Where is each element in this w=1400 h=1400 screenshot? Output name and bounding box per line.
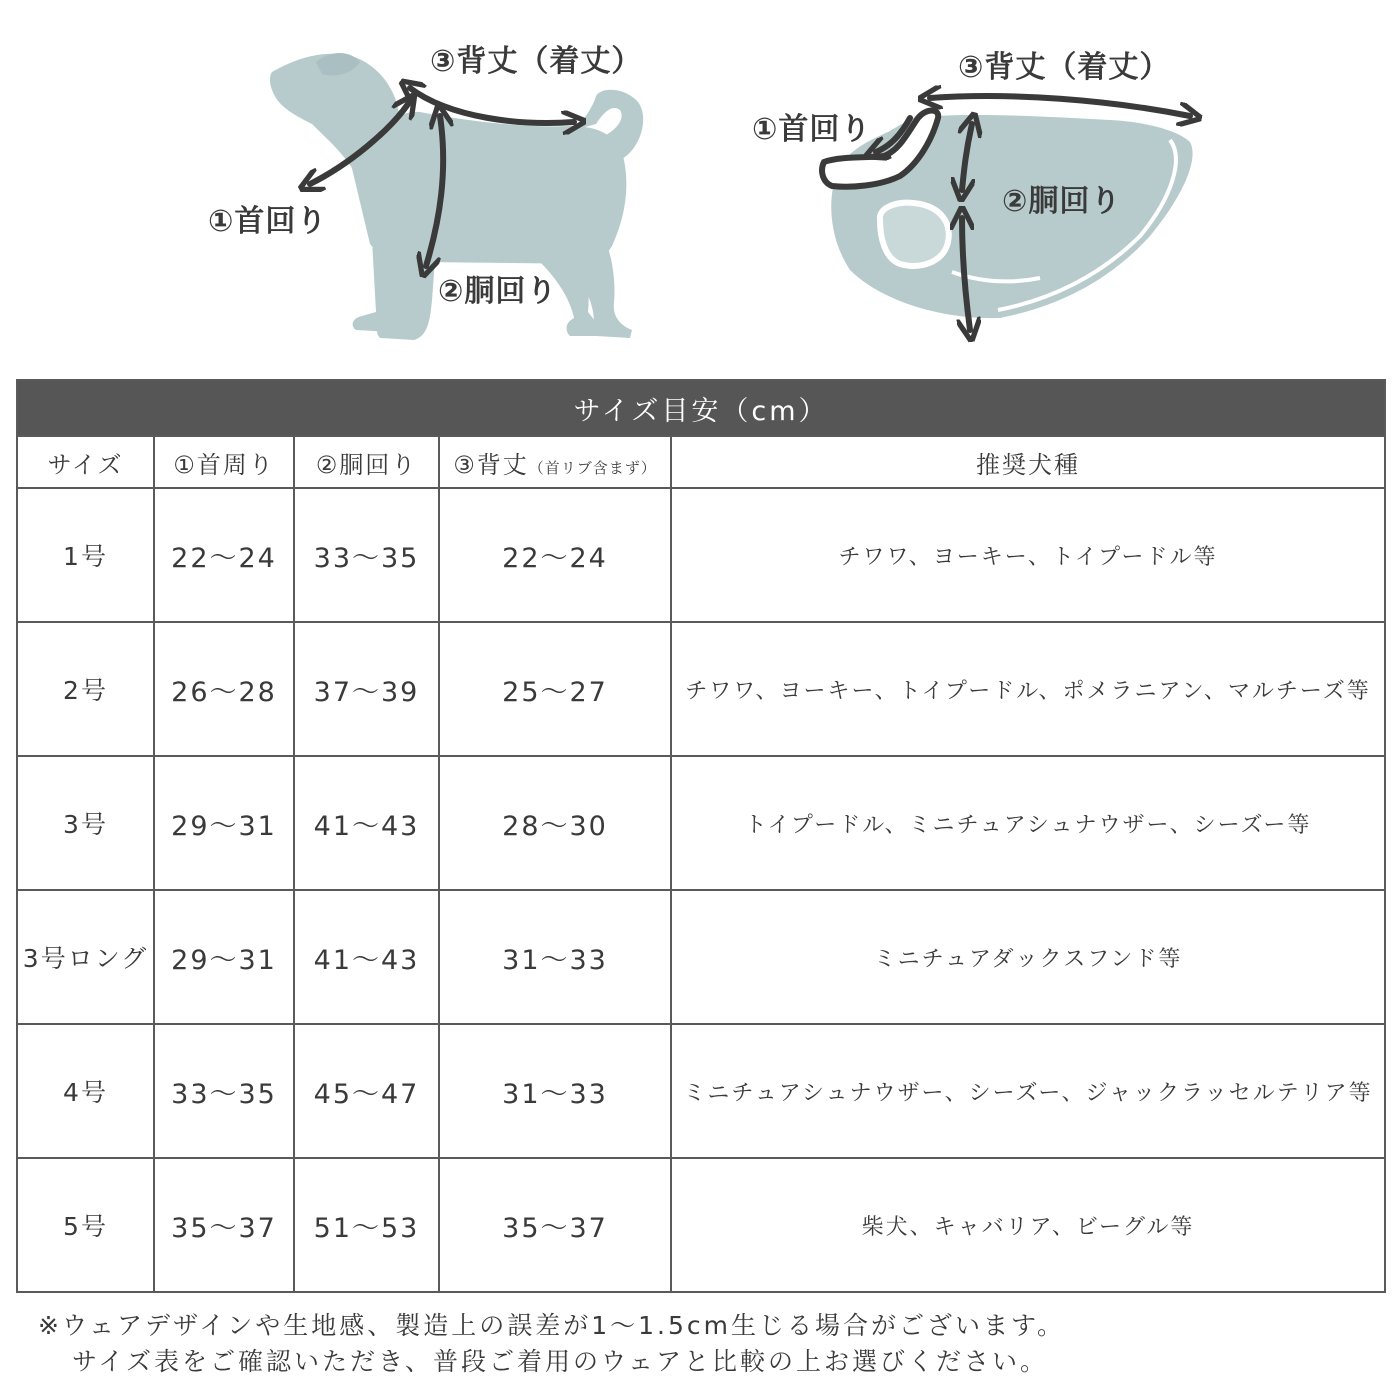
disclaimer-line-1: ※ウェアデザインや生地感、製造上の誤差が1～1.5cm生じる場合がございます。	[38, 1311, 1065, 1340]
back-cell: 28～30	[439, 756, 671, 890]
garment-back-length-label: ③背丈（着丈）	[958, 50, 1171, 85]
table-row	[17, 1024, 1385, 1158]
dog-back-length-label: ③背丈（着丈）	[430, 44, 643, 79]
breed-cell: トイプードル、ミニチュアシュナウザー、シーズー等	[671, 756, 1385, 890]
neck-cell: 29～31	[154, 756, 294, 890]
back-cell: 31～33	[439, 1024, 671, 1158]
dog-chest-label: ②胴回り	[438, 274, 558, 309]
neck-cell: 26～28	[154, 622, 294, 756]
neck-cell: 22～24	[154, 488, 294, 622]
back-cell: 31～33	[439, 890, 671, 1024]
illustration-svg	[0, 0, 1400, 370]
breed-cell: チワワ、ヨーキー、トイプードル、ポメラニアン、マルチーズ等	[671, 622, 1385, 756]
header-breed: 推奨犬種	[671, 436, 1385, 488]
garment-chest-label: ②胴回り	[1002, 184, 1122, 219]
chest-cell: 33～35	[294, 488, 439, 622]
size-cell: 5号	[17, 1158, 154, 1292]
neck-cell: 35～37	[154, 1158, 294, 1292]
table-body	[17, 488, 1385, 1292]
size-cell: 1号	[17, 488, 154, 622]
back-cell: 22～24	[439, 488, 671, 622]
size-cell: 2号	[17, 622, 154, 756]
table-title: サイズ目安（cm）	[17, 380, 1385, 436]
breed-cell: ミニチュアシュナウザー、シーズー、ジャックラッセルテリア等	[671, 1024, 1385, 1158]
table-row	[17, 622, 1385, 756]
header-back	[439, 436, 671, 488]
chest-cell: 37～39	[294, 622, 439, 756]
chest-cell: 51～53	[294, 1158, 439, 1292]
table-header-row	[17, 436, 1385, 488]
size-cell: 3号ロング	[17, 890, 154, 1024]
neck-cell: 29～31	[154, 890, 294, 1024]
size-cell: 3号	[17, 756, 154, 890]
table-row	[17, 1158, 1385, 1292]
breed-cell: チワワ、ヨーキー、トイプードル等	[671, 488, 1385, 622]
header-back-label: ③背丈	[453, 450, 529, 479]
table-row	[17, 890, 1385, 1024]
back-cell: 35～37	[439, 1158, 671, 1292]
back-cell: 25～27	[439, 622, 671, 756]
table-row	[17, 488, 1385, 622]
size-cell: 4号	[17, 1024, 154, 1158]
disclaimer-note	[38, 1308, 1065, 1380]
disclaimer-line-2: サイズ表をご確認いただき、普段ご着用のウェアと比較の上お選びください。	[72, 1347, 1049, 1376]
size-table	[16, 379, 1386, 1293]
garment-neck-label: ①首回り	[752, 112, 872, 147]
measurement-illustrations	[0, 0, 1400, 370]
breed-cell: ミニチュアダックスフンド等	[671, 890, 1385, 1024]
table-title-row	[17, 380, 1385, 436]
header-size: サイズ	[17, 436, 154, 488]
header-neck: ①首周り	[154, 436, 294, 488]
dog-neck-label: ①首回り	[208, 204, 328, 239]
header-chest: ②胴回り	[294, 436, 439, 488]
header-back-note: （首リブ含まず）	[528, 458, 657, 477]
table-row	[17, 756, 1385, 890]
chest-cell: 41～43	[294, 890, 439, 1024]
chest-cell: 41～43	[294, 756, 439, 890]
neck-cell: 33～35	[154, 1024, 294, 1158]
garment-back-length-arrow	[930, 96, 1190, 116]
breed-cell: 柴犬、キャバリア、ビーグル等	[671, 1158, 1385, 1292]
chest-cell: 45～47	[294, 1024, 439, 1158]
